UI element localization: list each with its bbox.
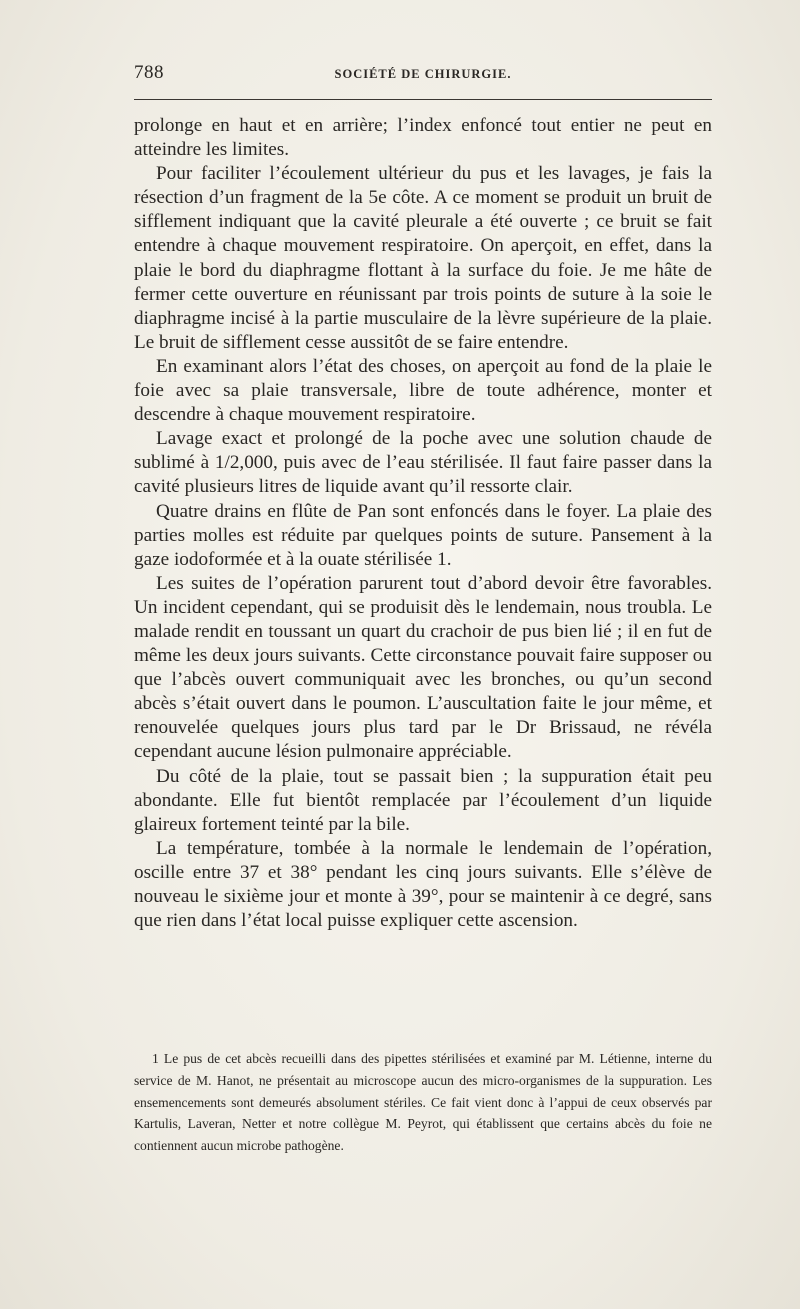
paragraph: Lavage exact et prolongé de la poche avec une solution chaude de sublimé à 1/2,000, puis avec de l’eau stérilisée. Il faut faire passer dans la cavité plusieurs litres de liquide avant qu’il ressorte clair. <box>134 428 712 498</box>
paragraph: En examinant alors l’état des choses, on aperçoit au fond de la plaie le foie avec sa plaie transversale, libre de toute adhérence, monter et descendre à chaque mouvement respiratoire. <box>134 355 712 426</box>
page-number: 788 <box>134 62 164 83</box>
body-text <box>134 114 712 933</box>
footnote: 1 Le pus de cet abcès recueilli dans des pipettes stérilisées et examiné par M. Létienne, interne du service de M. Hanot, ne présentait au microscope aucun des micro-organismes de la suppuration. Les ensemencements sont demeurés absolument stériles. Ce fait vient donc à l’appui de ceux observés par Kartulis, Laveran, Netter et notre collègue M. Peyrot, qui établissent que certains abcès du foie ne contiennent aucun microbe pathogène. <box>134 1051 712 1154</box>
paragraph: Du côté de la plaie, tout se passait bien ; la suppuration était peu abondante. Elle fut bientôt remplacée par l’écoulement d’un liquide glaireux fortement teinté par la bile. <box>134 765 712 835</box>
paragraph: Pour faciliter l’écoulement ultérieur du pus et les lavages, je fais la résection d’un fragment de la 5e côte. A ce moment se produit un bruit de sifflement indiquant que la cavité pleurale a été ouverte ; ce bruit se fait entendre à chaque mouvement respiratoire. On aperçoit, en effet, dans la plaie le bord du diaphragme flottant à la surface du foie. Je me hâte de fermer cette ouverture en réunissant par trois points de suture à la soie le diaphragme incisé à la partie musculaire de la lèvre supérieure de la plaie. Le bruit de sifflement cesse aussitôt de se faire entendre. <box>134 163 712 353</box>
page-header <box>134 62 712 92</box>
paragraph: Les suites de l’opération parurent tout d’abord devoir être favorables. Un incident cependant, qui se produisit dès le lendemain, nous troubla. Le malade rendit en toussant un quart du crachoir de pus bien lié ; il en fut de même les deux jours suivants. Cette circonstance pouvait faire supposer ou que l’abcès ouvert communiquait avec les bronches, ou qu’un second abcès s’était ouvert dans le poumon. L’auscultation faite le jour même, et renouvelée quelques jours plus tard par le Dr Brissaud, ne révéla cependant aucune lésion pulmonaire appréciable. <box>134 572 712 763</box>
paragraph: prolonge en haut et en arrière; l’index enfoncé tout entier ne peut en atteindre les limites. <box>134 115 712 161</box>
running-title: SOCIÉTÉ DE CHIRURGIE. <box>334 67 512 81</box>
header-rule <box>134 99 712 100</box>
paragraph: La température, tombée à la normale le lendemain de l’opération, oscille entre 37 et 38° pendant les cinq jours suivants. Elle s’élève de nouveau le sixième jour et monte à 39°, pour se maintenir à ce degré, sans que rien dans l’état local puisse expliquer cette ascension. <box>134 837 712 932</box>
footnotes <box>134 1048 712 1157</box>
paragraph: Quatre drains en flûte de Pan sont enfoncés dans le foyer. La plaie des parties molles est réduite par quelques points de suture. Pansement à la gaze iodoformée et à la ouate stérilisée 1. <box>134 500 712 570</box>
